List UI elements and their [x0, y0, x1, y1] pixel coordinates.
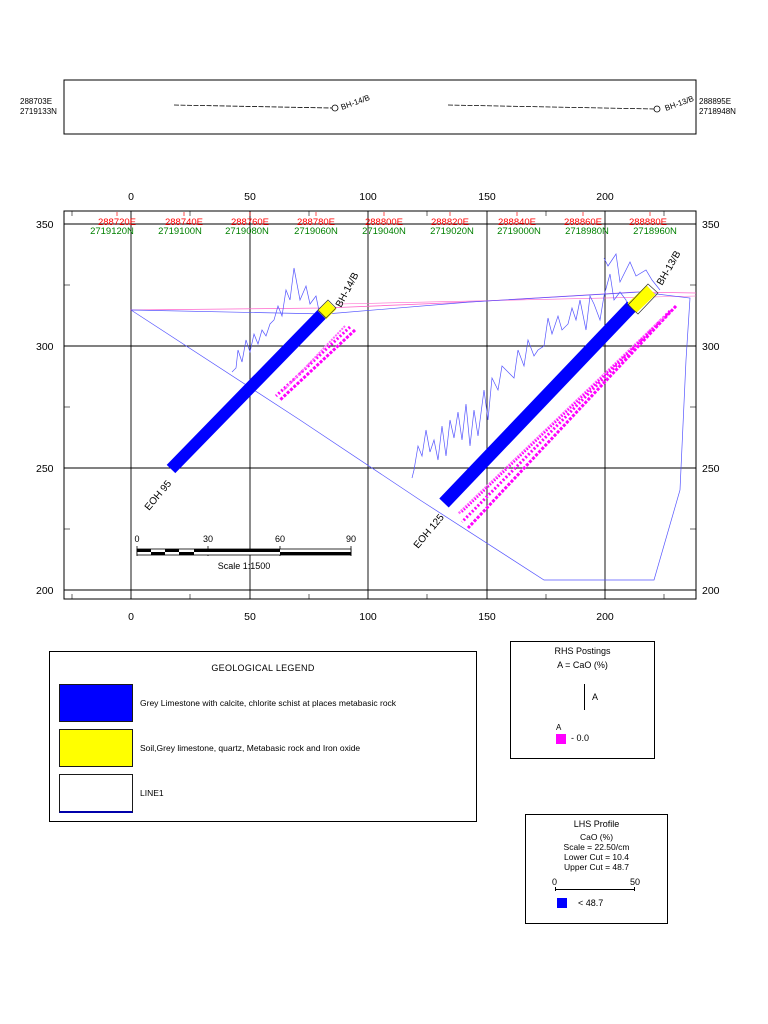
lhs-line2: Scale = 22.50/cm: [563, 842, 630, 852]
topo-line-pink: [130, 292, 696, 310]
easting-label-8: 288860E: [563, 217, 603, 228]
legend-swatch-limestone: [59, 684, 133, 722]
rhs-value: - 0.0: [571, 733, 590, 743]
scale-text: Scale 1:1500: [217, 561, 271, 571]
plan-label-bh13: BH-13/B: [663, 94, 696, 113]
y-tick-left-200: 200: [36, 585, 54, 597]
x-tick-bottom-50: 50: [244, 611, 256, 623]
northing-label-6: 2719020N: [430, 226, 474, 237]
northing-label-8: 2718980N: [565, 226, 609, 237]
scale-tick-0: 0: [134, 534, 140, 544]
easting-label-6: 288820E: [430, 217, 470, 228]
rhs-marker-label: A: [592, 692, 599, 702]
y-tick-left-300: 300: [36, 341, 54, 353]
profile-bh13-upper: [604, 254, 660, 290]
easting-label-4: 288780E: [296, 217, 336, 228]
northing-label-9: 2718960N: [633, 226, 677, 237]
x-tick-top-150: 150: [478, 191, 496, 203]
rhs-postings-legend: [510, 641, 655, 759]
plan-left-easting: 288703E: [20, 97, 53, 106]
rhs-swatch: [556, 734, 566, 744]
postings-bh13: [458, 306, 676, 528]
profile-bh13: [412, 274, 630, 478]
bh13-limestone-bar: [444, 306, 632, 503]
y-tick-left-250: 250: [36, 463, 54, 475]
bh13-eoh-label: EOH 125: [411, 512, 447, 551]
lhs-scale-line: [555, 889, 635, 890]
lhs-title: LHS Profile: [573, 819, 620, 829]
legend-swatch-soil: [59, 729, 133, 767]
x-tick-top-0: 0: [128, 191, 134, 203]
plan-right-easting: 288895E: [699, 97, 732, 106]
y-tick-right-250: 250: [702, 463, 720, 475]
rhs-title: RHS Postings: [554, 646, 611, 656]
lhs-line1: CaO (%): [579, 832, 614, 842]
easting-label-9: 288880E: [628, 217, 668, 228]
northing-label-4: 2719060N: [294, 226, 338, 237]
scale-bar: [137, 546, 351, 556]
lhs-swatch: [557, 898, 567, 908]
geological-legend: [49, 651, 477, 822]
section-grid: [64, 211, 696, 599]
y-tick-left-350: 350: [36, 219, 54, 231]
easting-label-2: 288740E: [164, 217, 204, 228]
lhs-scale-min: 0: [552, 877, 558, 887]
bh13-hole-label: BH-13/B: [655, 249, 684, 288]
scale-tick-30: 30: [202, 534, 214, 544]
y-tick-right-200: 200: [702, 585, 720, 597]
bh14-limestone-bar: [171, 314, 322, 469]
legend-title: GEOLOGICAL LEGEND: [211, 663, 315, 673]
plan-left-northing: 2719133N: [20, 107, 57, 116]
x-tick-bottom-150: 150: [478, 611, 496, 623]
easting-label-1: 288720E: [97, 217, 137, 228]
bh14-hole-label: BH-14/B: [333, 270, 362, 310]
y-tick-right-300: 300: [702, 341, 720, 353]
northing-label-3: 2719080N: [225, 226, 269, 237]
legend-label-soil: Soil,Grey limestone, quartz, Metabasic rock and Iron oxide: [140, 743, 361, 753]
bh14-eoh-label: EOH 95: [142, 478, 175, 513]
rhs-subtitle: A = CaO (%): [557, 660, 608, 670]
x-tick-top-100: 100: [359, 191, 377, 203]
x-tick-bottom-0: 0: [128, 611, 134, 623]
x-tick-top-50: 50: [244, 191, 256, 203]
lhs-scale-tick-right: [634, 887, 635, 891]
section-minor-ticks: [64, 211, 696, 599]
northing-label-5: 2719040N: [362, 226, 406, 237]
plan-right-northing: 2718948N: [699, 107, 736, 116]
easting-label-7: 288840E: [497, 217, 537, 228]
scale-tick-90: 90: [345, 534, 357, 544]
rhs-small-marker: A: [556, 723, 562, 732]
northing-label-2: 2719100N: [158, 226, 202, 237]
lhs-profile-legend: [525, 814, 668, 924]
lhs-scale-tick-left: [555, 887, 556, 891]
lhs-line4: Upper Cut = 48.7: [564, 862, 629, 872]
x-tick-top-200: 200: [596, 191, 614, 203]
northing-label-7: 2719000N: [497, 226, 541, 237]
plan-label-bh14: BH-14/B: [339, 93, 372, 112]
y-tick-right-350: 350: [702, 219, 720, 231]
legend-swatch-line1: [59, 774, 133, 813]
rhs-marker-tick: [584, 684, 585, 710]
legend-label-limestone: Grey Limestone with calcite, chlorite schist at places metabasic rock: [140, 698, 397, 708]
legend-label-line1: LINE1: [140, 788, 164, 798]
lhs-scale-max: 50: [630, 877, 641, 887]
x-tick-bottom-200: 200: [596, 611, 614, 623]
easting-label-3: 288760E: [230, 217, 270, 228]
section-frame: [64, 211, 696, 599]
lhs-legend-label: < 48.7: [578, 898, 604, 908]
lhs-line3: Lower Cut = 10.4: [564, 852, 629, 862]
northing-label-1: 2719120N: [90, 226, 134, 237]
bh13-soil-bar: [632, 290, 651, 308]
easting-label-5: 288800E: [364, 217, 404, 228]
scale-tick-60: 60: [274, 534, 286, 544]
x-tick-bottom-100: 100: [359, 611, 377, 623]
